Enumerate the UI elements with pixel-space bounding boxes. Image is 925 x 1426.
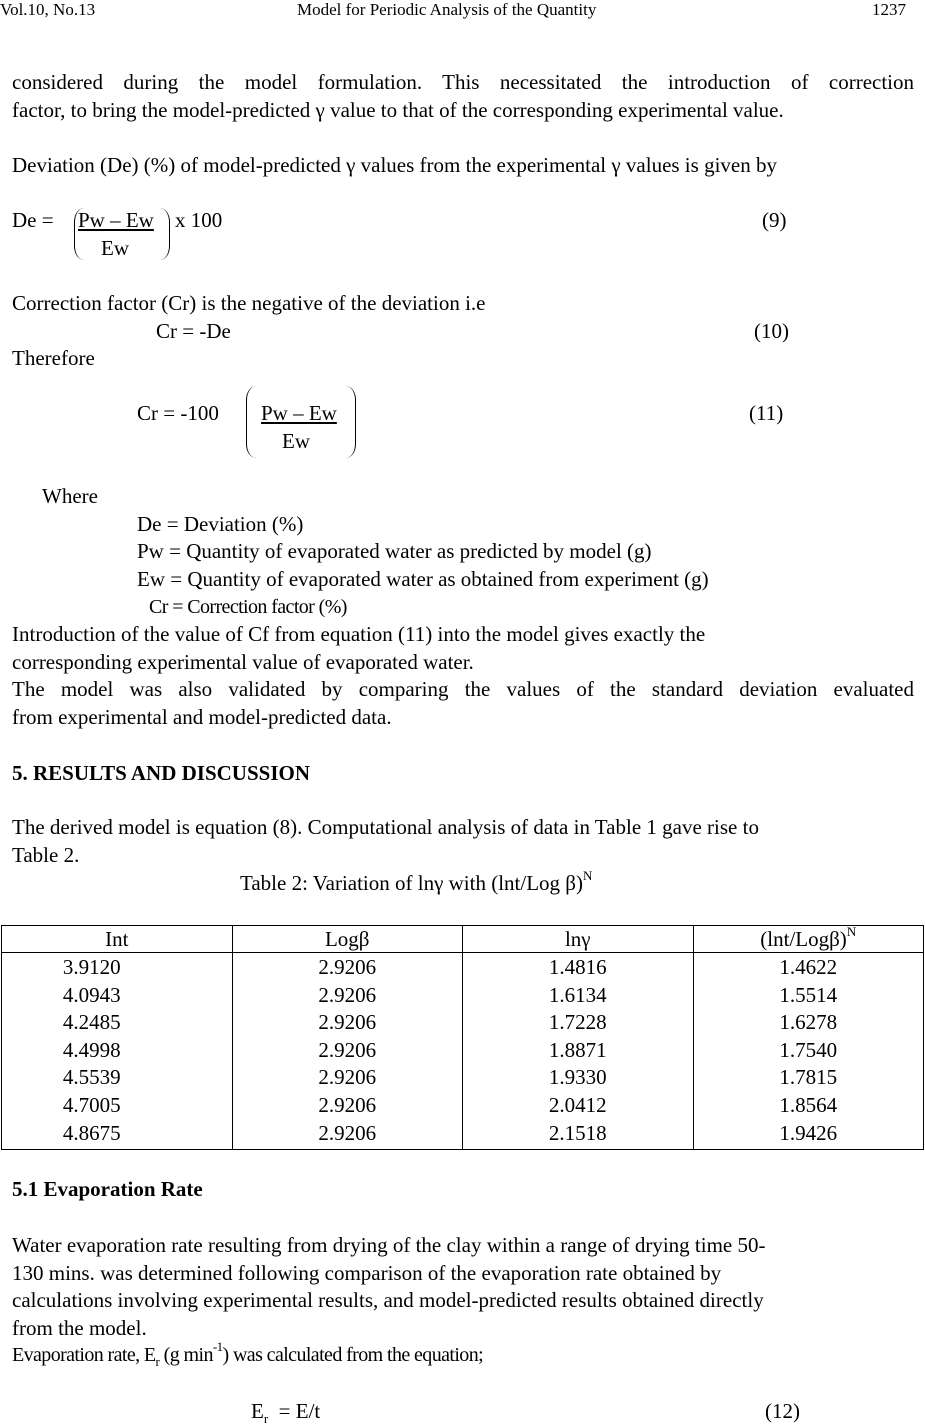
eq12-subscript: r (263, 1411, 269, 1426)
table-cell: 4.8675 (62, 1120, 121, 1145)
table-cell: 4.2485 (62, 1010, 121, 1035)
table-cell: 1.8871 (548, 1037, 607, 1062)
table-cell: 1.8564 (779, 1092, 838, 1117)
eq9-lhs: De = (12, 208, 54, 232)
table-cell: 2.9206 (318, 955, 377, 979)
where-heading: Where (42, 484, 98, 508)
table-caption (240, 869, 592, 897)
table-cell: 1.5514 (779, 982, 838, 1007)
text-therefore: Therefore (12, 346, 95, 370)
table-cell: 3.9120 (62, 955, 121, 979)
paragraph-derived-model-line2: Table 2. (12, 843, 80, 867)
para8-pre: Evaporation rate, E (12, 1344, 156, 1366)
table-cell: 1.6278 (779, 1010, 838, 1035)
table-cell: 4.7005 (62, 1092, 121, 1117)
table-cell: 2.1518 (548, 1120, 607, 1145)
table-cell: 2.9206 (318, 1065, 377, 1090)
eq9-numerator: Pw – Ew (78, 208, 154, 232)
eq11-right-bracket (344, 386, 356, 458)
table-cell: 2.9206 (318, 1092, 377, 1117)
table-header-logbeta: Logβ (232, 926, 463, 953)
eq11-denominator: Ew (282, 429, 310, 453)
eq9-denominator: Ew (101, 236, 129, 260)
table-header-ratio-text: (lnt/Logβ) (760, 927, 847, 951)
paragraph-cf-intro-line2: corresponding experimental value of evaporated water. (12, 650, 474, 674)
paragraph-correction-intro-line1: considered during the model formulation. This necessitated the introduction of correction (12, 70, 914, 94)
table-cell: 2.9206 (318, 982, 377, 1007)
where-cr: Cr = Correction factor (%) (149, 596, 347, 618)
table-caption-text: Table 2: Variation of lnγ with (lnt/Log β) (240, 871, 583, 895)
table-cell: 2.9206 (318, 1120, 377, 1145)
table-header-ratio-superscript: N (846, 924, 857, 939)
eq11-left-bracket (246, 386, 258, 458)
paragraph-evaporation-line1: Water evaporation rate resulting from drying of the clay within a range of drying time 50- (12, 1233, 766, 1257)
header-page-number: 1237 (872, 0, 906, 19)
eq12-label: (12) (765, 1399, 800, 1423)
table-column-int (2, 953, 233, 1150)
table-header-int: Int (2, 926, 233, 953)
paragraph-evaporation-rate-definition (12, 1341, 914, 1369)
eq10-label: (10) (754, 319, 789, 343)
table-cell: 2.9206 (318, 1037, 377, 1062)
table-column-ratio (693, 953, 924, 1150)
table-cell: 1.6134 (548, 982, 607, 1007)
eq9-times: x 100 (175, 208, 223, 232)
eq12-rhs: = E/t (268, 1399, 321, 1423)
para8-mid: (g min (159, 1344, 213, 1366)
table-column-logbeta (232, 953, 463, 1150)
paragraph-evaporation-line2: 130 mins. was determined following comparison of the evaporation rate obtained by (12, 1261, 722, 1285)
eq9-right-bracket (158, 208, 170, 260)
paragraph-evaporation-line3: calculations involving experimental results, and model-predicted results obtained directly (12, 1288, 764, 1312)
table-cell: 1.7815 (779, 1065, 838, 1090)
table-cell: 1.4816 (548, 955, 607, 979)
table-column-lngamma (463, 953, 694, 1150)
table-header-ratio (693, 926, 924, 953)
paragraph-correction-factor: Correction factor (Cr) is the negative of the deviation i.e (12, 291, 486, 315)
table-2 (1, 925, 924, 1150)
eq11-lhs: Cr = -100 (137, 401, 219, 425)
where-ew: Ew = Quantity of evaporated water as obtained from experiment (g) (137, 567, 709, 591)
where-pw: Pw = Quantity of evaporated water as predicted by model (g) (137, 539, 652, 563)
paragraph-validation-line1: The model was also validated by comparing the values of the standard deviation evaluated (12, 677, 914, 701)
para8-post: ) was calculated from the equation; (222, 1344, 484, 1366)
paragraph-validation-line2: from experimental and model-predicted data. (12, 705, 392, 729)
table-cell: 1.4622 (779, 955, 838, 979)
where-de: De = Deviation (%) (137, 512, 304, 536)
table-cell: 2.0412 (548, 1092, 607, 1117)
eq12-expression (251, 1397, 320, 1425)
header-volume: Vol.10, No.13 (0, 0, 96, 19)
eq9-label: (9) (762, 208, 787, 232)
table-cell: 2.9206 (318, 1010, 377, 1035)
eq10-expression: Cr = -De (156, 319, 231, 343)
eq11-numerator: Pw – Ew (261, 401, 337, 425)
table-body-row (2, 953, 924, 1150)
table-caption-superscript: N (582, 868, 593, 883)
section-heading-evaporation-rate: 5.1 Evaporation Rate (12, 1177, 203, 1201)
eq12-lhs: E (251, 1399, 264, 1423)
paragraph-correction-intro-line2: factor, to bring the model-predicted γ value to that of the corresponding experimental value. (12, 98, 784, 122)
header-title: Model for Periodic Analysis of the Quantity (297, 0, 597, 19)
table-cell: 4.0943 (62, 982, 121, 1007)
table-header-row (2, 926, 924, 953)
table-cell: 1.9426 (779, 1120, 838, 1145)
table-cell: 1.9330 (548, 1065, 607, 1090)
table-cell: 4.4998 (62, 1037, 121, 1062)
paragraph-deviation: Deviation (De) (%) of model-predicted γ values from the experimental γ values is given by (12, 153, 777, 177)
table-cell: 4.5539 (62, 1065, 121, 1090)
paragraph-derived-model-line1: The derived model is equation (8). Computational analysis of data in Table 1 gave rise to (12, 815, 759, 839)
para8-subscript: r (155, 1354, 160, 1369)
para8-superscript: -1 (212, 1339, 223, 1355)
paragraph-evaporation-line4: from the model. (12, 1316, 147, 1340)
eq11-label: (11) (749, 401, 784, 425)
section-heading-results: 5. RESULTS AND DISCUSSION (12, 761, 310, 785)
table-cell: 1.7228 (548, 1010, 607, 1035)
paragraph-cf-intro-line1: Introduction of the value of Cf from equation (11) into the model gives exactly the (12, 622, 706, 646)
table-cell: 1.7540 (779, 1037, 838, 1062)
table-header-lngamma: lnγ (463, 926, 694, 953)
